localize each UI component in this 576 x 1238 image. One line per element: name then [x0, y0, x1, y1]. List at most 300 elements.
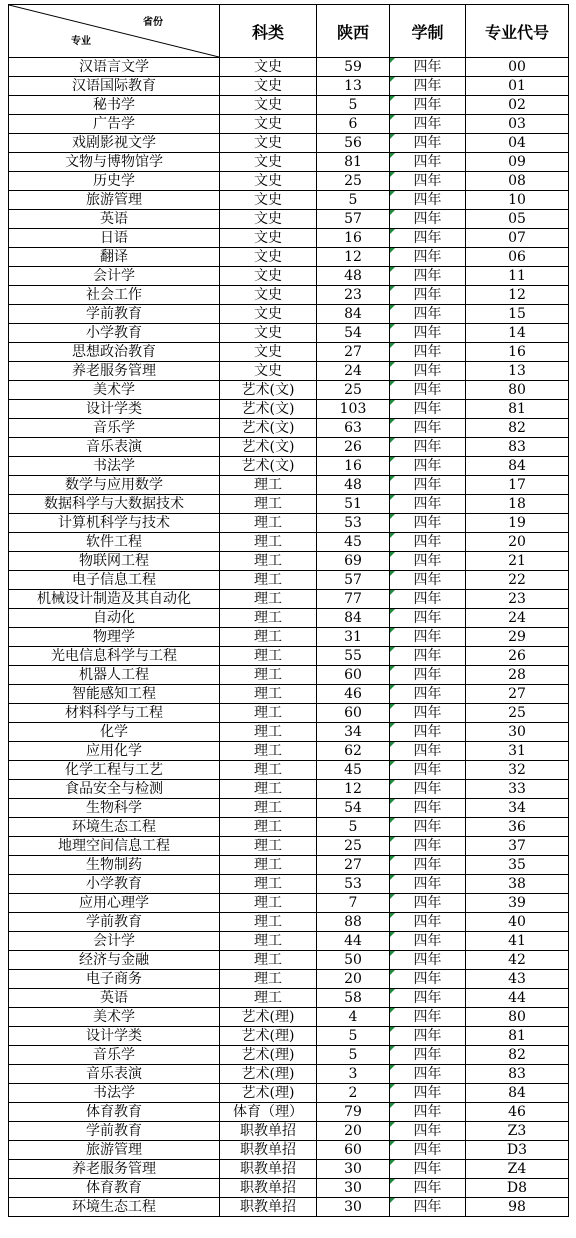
major-cell: 学前教育	[9, 913, 220, 932]
major-cell: 文物与博物馆学	[9, 153, 220, 172]
table-row	[9, 780, 569, 799]
category-cell: 理工	[220, 685, 317, 704]
table-row	[9, 1160, 569, 1179]
category-cell: 文史	[220, 286, 317, 305]
duration-cell: 四年	[390, 1046, 466, 1065]
major-cell: 翻译	[9, 248, 220, 267]
major-cell: 书法学	[9, 1084, 220, 1103]
category-cell: 理工	[220, 913, 317, 932]
table-row	[9, 761, 569, 780]
major-cell: 小学教育	[9, 875, 220, 894]
major-cell: 电子信息工程	[9, 571, 220, 590]
duration-cell: 四年	[390, 780, 466, 799]
major-code-cell: 30	[466, 723, 569, 742]
table-row	[9, 913, 569, 932]
category-cell: 理工	[220, 609, 317, 628]
plan-count-cell: 60	[317, 1141, 390, 1160]
plan-count-cell: 12	[317, 248, 390, 267]
major-cell: 应用化学	[9, 742, 220, 761]
table-row	[9, 267, 569, 286]
table-row	[9, 305, 569, 324]
table-row	[9, 1084, 569, 1103]
plan-count-cell: 3	[317, 1065, 390, 1084]
category-cell: 理工	[220, 951, 317, 970]
enrollment-table-wrapper	[8, 4, 569, 1217]
duration-cell: 四年	[390, 115, 466, 134]
major-cell: 音乐表演	[9, 438, 220, 457]
duration-cell: 四年	[390, 951, 466, 970]
table-row	[9, 229, 569, 248]
category-cell: 理工	[220, 533, 317, 552]
duration-cell: 四年	[390, 723, 466, 742]
duration-cell: 四年	[390, 96, 466, 115]
table-row	[9, 514, 569, 533]
major-code-cell: 38	[466, 875, 569, 894]
category-cell: 文史	[220, 305, 317, 324]
category-cell: 理工	[220, 970, 317, 989]
major-cell: 物联网工程	[9, 552, 220, 571]
category-cell: 文史	[220, 172, 317, 191]
major-code-cell: 40	[466, 913, 569, 932]
major-cell: 光电信息科学与工程	[9, 647, 220, 666]
plan-count-cell: 59	[317, 58, 390, 77]
category-cell: 理工	[220, 647, 317, 666]
plan-count-cell: 53	[317, 875, 390, 894]
major-cell: 应用心理学	[9, 894, 220, 913]
duration-cell: 四年	[390, 210, 466, 229]
category-cell: 体育（理）	[220, 1103, 317, 1122]
major-code-cell: 37	[466, 837, 569, 856]
major-cell: 学前教育	[9, 1122, 220, 1141]
plan-count-cell: 54	[317, 799, 390, 818]
plan-count-cell: 16	[317, 229, 390, 248]
table-row	[9, 191, 569, 210]
major-cell: 环境生态工程	[9, 818, 220, 837]
plan-count-cell: 5	[317, 191, 390, 210]
major-cell: 汉语国际教育	[9, 77, 220, 96]
major-cell: 学前教育	[9, 305, 220, 324]
plan-count-cell: 58	[317, 989, 390, 1008]
major-code-cell: 20	[466, 533, 569, 552]
table-row	[9, 96, 569, 115]
major-code-cell: 13	[466, 362, 569, 381]
table-row	[9, 134, 569, 153]
category-cell: 艺术(理)	[220, 1065, 317, 1084]
plan-count-cell: 5	[317, 818, 390, 837]
major-cell: 英语	[9, 989, 220, 1008]
plan-count-cell: 5	[317, 1027, 390, 1046]
major-code-cell: 12	[466, 286, 569, 305]
plan-count-cell: 20	[317, 1122, 390, 1141]
major-code-cell: 41	[466, 932, 569, 951]
major-code-cell: 15	[466, 305, 569, 324]
table-row	[9, 1141, 569, 1160]
major-code-cell: 23	[466, 590, 569, 609]
plan-count-cell: 12	[317, 780, 390, 799]
table-row	[9, 438, 569, 457]
table-row	[9, 419, 569, 438]
table-row	[9, 685, 569, 704]
category-cell: 理工	[220, 742, 317, 761]
corner-header-cell	[9, 5, 220, 58]
category-cell: 文史	[220, 153, 317, 172]
plan-count-cell: 23	[317, 286, 390, 305]
duration-cell: 四年	[390, 381, 466, 400]
major-cell: 设计学类	[9, 1027, 220, 1046]
category-cell: 理工	[220, 514, 317, 533]
category-cell: 文史	[220, 191, 317, 210]
plan-count-cell: 16	[317, 457, 390, 476]
table-row	[9, 1027, 569, 1046]
category-cell: 理工	[220, 875, 317, 894]
plan-count-cell: 44	[317, 932, 390, 951]
major-cell: 美术学	[9, 381, 220, 400]
category-cell: 理工	[220, 856, 317, 875]
plan-count-cell: 54	[317, 324, 390, 343]
category-cell: 理工	[220, 837, 317, 856]
major-code-cell: D8	[466, 1179, 569, 1198]
category-cell: 艺术(文)	[220, 457, 317, 476]
plan-count-cell: 55	[317, 647, 390, 666]
major-code-cell: 16	[466, 343, 569, 362]
table-row	[9, 875, 569, 894]
plan-count-cell: 30	[317, 1160, 390, 1179]
duration-cell: 四年	[390, 647, 466, 666]
duration-cell: 四年	[390, 932, 466, 951]
major-cell: 小学教育	[9, 324, 220, 343]
major-code-cell: 01	[466, 77, 569, 96]
category-cell: 艺术(文)	[220, 419, 317, 438]
major-cell: 秘书学	[9, 96, 220, 115]
table-row	[9, 704, 569, 723]
major-cell: 会计学	[9, 932, 220, 951]
major-code-cell: 06	[466, 248, 569, 267]
table-row	[9, 989, 569, 1008]
major-cell: 设计学类	[9, 400, 220, 419]
category-cell: 文史	[220, 248, 317, 267]
table-row	[9, 590, 569, 609]
duration-cell: 四年	[390, 1084, 466, 1103]
major-code-cell: 31	[466, 742, 569, 761]
table-row	[9, 1179, 569, 1198]
category-cell: 文史	[220, 324, 317, 343]
category-cell: 文史	[220, 343, 317, 362]
duration-cell: 四年	[390, 476, 466, 495]
plan-count-cell: 30	[317, 1179, 390, 1198]
duration-cell: 四年	[390, 1179, 466, 1198]
major-cell: 汉语言文学	[9, 58, 220, 77]
major-code-cell: 17	[466, 476, 569, 495]
enrollment-plan-table	[8, 4, 569, 1217]
plan-count-cell: 45	[317, 761, 390, 780]
major-code-cell: 18	[466, 495, 569, 514]
duration-cell: 四年	[390, 1122, 466, 1141]
duration-cell: 四年	[390, 514, 466, 533]
plan-count-cell: 62	[317, 742, 390, 761]
major-cell: 美术学	[9, 1008, 220, 1027]
plan-count-cell: 46	[317, 685, 390, 704]
plan-count-cell: 6	[317, 115, 390, 134]
major-code-cell: 82	[466, 1046, 569, 1065]
major-code-cell: 80	[466, 1008, 569, 1027]
duration-cell: 四年	[390, 666, 466, 685]
major-code-cell: 04	[466, 134, 569, 153]
duration-cell: 四年	[390, 267, 466, 286]
category-cell: 理工	[220, 818, 317, 837]
table-row	[9, 77, 569, 96]
major-code-cell: 82	[466, 419, 569, 438]
category-cell: 理工	[220, 704, 317, 723]
major-code-cell: 42	[466, 951, 569, 970]
major-code-cell: 29	[466, 628, 569, 647]
category-cell: 文史	[220, 96, 317, 115]
plan-count-cell: 5	[317, 1046, 390, 1065]
duration-cell: 四年	[390, 1198, 466, 1217]
table-row	[9, 932, 569, 951]
duration-cell: 四年	[390, 837, 466, 856]
header-code: 专业代号	[466, 5, 569, 58]
corner-label-major: 专业	[71, 36, 91, 47]
table-row	[9, 248, 569, 267]
major-cell: 旅游管理	[9, 1141, 220, 1160]
duration-cell: 四年	[390, 1008, 466, 1027]
duration-cell: 四年	[390, 628, 466, 647]
category-cell: 理工	[220, 780, 317, 799]
major-code-cell: 07	[466, 229, 569, 248]
header-category: 科类	[220, 5, 317, 58]
category-cell: 文史	[220, 115, 317, 134]
plan-count-cell: 60	[317, 666, 390, 685]
major-code-cell: 28	[466, 666, 569, 685]
diagonal-divider	[9, 5, 219, 57]
major-cell: 自动化	[9, 609, 220, 628]
duration-cell: 四年	[390, 134, 466, 153]
plan-count-cell: 30	[317, 1198, 390, 1217]
duration-cell: 四年	[390, 58, 466, 77]
duration-cell: 四年	[390, 400, 466, 419]
major-cell: 地理空间信息工程	[9, 837, 220, 856]
plan-count-cell: 88	[317, 913, 390, 932]
major-code-cell: 39	[466, 894, 569, 913]
category-cell: 艺术(文)	[220, 438, 317, 457]
plan-count-cell: 60	[317, 704, 390, 723]
category-cell: 理工	[220, 799, 317, 818]
table-row	[9, 400, 569, 419]
table-row	[9, 324, 569, 343]
major-code-cell: 14	[466, 324, 569, 343]
plan-count-cell: 25	[317, 837, 390, 856]
duration-cell: 四年	[390, 495, 466, 514]
duration-cell: 四年	[390, 419, 466, 438]
table-row	[9, 723, 569, 742]
duration-cell: 四年	[390, 305, 466, 324]
table-row	[9, 647, 569, 666]
major-cell: 物理学	[9, 628, 220, 647]
duration-cell: 四年	[390, 1103, 466, 1122]
plan-count-cell: 7	[317, 894, 390, 913]
major-cell: 戏剧影视文学	[9, 134, 220, 153]
table-row	[9, 1103, 569, 1122]
plan-count-cell: 25	[317, 172, 390, 191]
duration-cell: 四年	[390, 362, 466, 381]
duration-cell: 四年	[390, 818, 466, 837]
table-row	[9, 818, 569, 837]
category-cell: 理工	[220, 723, 317, 742]
table-row	[9, 286, 569, 305]
table-row	[9, 1008, 569, 1027]
plan-count-cell: 45	[317, 533, 390, 552]
plan-count-cell: 27	[317, 856, 390, 875]
duration-cell: 四年	[390, 894, 466, 913]
major-code-cell: 81	[466, 1027, 569, 1046]
table-row	[9, 362, 569, 381]
table-row	[9, 970, 569, 989]
category-cell: 理工	[220, 761, 317, 780]
category-cell: 职教单招	[220, 1122, 317, 1141]
duration-cell: 四年	[390, 742, 466, 761]
plan-count-cell: 57	[317, 571, 390, 590]
major-cell: 环境生态工程	[9, 1198, 220, 1217]
duration-cell: 四年	[390, 1160, 466, 1179]
major-code-cell: 26	[466, 647, 569, 666]
major-code-cell: 10	[466, 191, 569, 210]
major-code-cell: Z4	[466, 1160, 569, 1179]
major-cell: 日语	[9, 229, 220, 248]
plan-count-cell: 48	[317, 476, 390, 495]
table-row	[9, 381, 569, 400]
major-cell: 智能感知工程	[9, 685, 220, 704]
major-code-cell: 25	[466, 704, 569, 723]
major-cell: 社会工作	[9, 286, 220, 305]
duration-cell: 四年	[390, 172, 466, 191]
table-row	[9, 666, 569, 685]
plan-count-cell: 57	[317, 210, 390, 229]
table-row	[9, 533, 569, 552]
major-cell: 材料科学与工程	[9, 704, 220, 723]
category-cell: 文史	[220, 362, 317, 381]
major-code-cell: 98	[466, 1198, 569, 1217]
category-cell: 理工	[220, 552, 317, 571]
major-cell: 化学工程与工艺	[9, 761, 220, 780]
major-cell: 广告学	[9, 115, 220, 134]
category-cell: 职教单招	[220, 1179, 317, 1198]
table-row	[9, 742, 569, 761]
duration-cell: 四年	[390, 1027, 466, 1046]
major-code-cell: 22	[466, 571, 569, 590]
category-cell: 艺术(文)	[220, 400, 317, 419]
duration-cell: 四年	[390, 1141, 466, 1160]
duration-cell: 四年	[390, 970, 466, 989]
major-cell: 历史学	[9, 172, 220, 191]
plan-count-cell: 48	[317, 267, 390, 286]
category-cell: 理工	[220, 476, 317, 495]
major-cell: 计算机科学与技术	[9, 514, 220, 533]
plan-count-cell: 13	[317, 77, 390, 96]
plan-count-cell: 84	[317, 609, 390, 628]
table-row	[9, 210, 569, 229]
table-row	[9, 58, 569, 77]
plan-count-cell: 79	[317, 1103, 390, 1122]
category-cell: 艺术(理)	[220, 1084, 317, 1103]
major-cell: 体育教育	[9, 1103, 220, 1122]
major-cell: 电子商务	[9, 970, 220, 989]
table-body	[9, 58, 569, 1217]
major-code-cell: 83	[466, 438, 569, 457]
major-cell: 软件工程	[9, 533, 220, 552]
table-row	[9, 799, 569, 818]
duration-cell: 四年	[390, 913, 466, 932]
major-cell: 数学与应用数学	[9, 476, 220, 495]
duration-cell: 四年	[390, 799, 466, 818]
major-cell: 体育教育	[9, 1179, 220, 1198]
major-cell: 会计学	[9, 267, 220, 286]
table-row	[9, 609, 569, 628]
major-cell: 英语	[9, 210, 220, 229]
major-code-cell: 44	[466, 989, 569, 1008]
duration-cell: 四年	[390, 1065, 466, 1084]
plan-count-cell: 31	[317, 628, 390, 647]
category-cell: 文史	[220, 134, 317, 153]
duration-cell: 四年	[390, 609, 466, 628]
major-cell: 生物制药	[9, 856, 220, 875]
major-cell: 经济与金融	[9, 951, 220, 970]
plan-count-cell: 2	[317, 1084, 390, 1103]
major-cell: 食品安全与检测	[9, 780, 220, 799]
corner-label-province: 省份	[143, 17, 163, 28]
plan-count-cell: 34	[317, 723, 390, 742]
major-code-cell: 19	[466, 514, 569, 533]
duration-cell: 四年	[390, 989, 466, 1008]
duration-cell: 四年	[390, 571, 466, 590]
major-cell: 养老服务管理	[9, 362, 220, 381]
table-row	[9, 476, 569, 495]
duration-cell: 四年	[390, 153, 466, 172]
duration-cell: 四年	[390, 286, 466, 305]
major-code-cell: 08	[466, 172, 569, 191]
category-cell: 文史	[220, 210, 317, 229]
plan-count-cell: 25	[317, 381, 390, 400]
plan-count-cell: 103	[317, 400, 390, 419]
major-code-cell: 36	[466, 818, 569, 837]
plan-count-cell: 26	[317, 438, 390, 457]
major-code-cell: 21	[466, 552, 569, 571]
major-cell: 书法学	[9, 457, 220, 476]
major-cell: 音乐学	[9, 419, 220, 438]
table-row	[9, 495, 569, 514]
plan-count-cell: 27	[317, 343, 390, 362]
duration-cell: 四年	[390, 875, 466, 894]
table-row	[9, 628, 569, 647]
plan-count-cell: 20	[317, 970, 390, 989]
duration-cell: 四年	[390, 552, 466, 571]
duration-cell: 四年	[390, 685, 466, 704]
duration-cell: 四年	[390, 704, 466, 723]
major-code-cell: 43	[466, 970, 569, 989]
duration-cell: 四年	[390, 457, 466, 476]
major-code-cell: 32	[466, 761, 569, 780]
plan-count-cell: 51	[317, 495, 390, 514]
category-cell: 理工	[220, 495, 317, 514]
header-province: 陕西	[317, 5, 390, 58]
major-code-cell: 46	[466, 1103, 569, 1122]
plan-count-cell: 56	[317, 134, 390, 153]
header-duration: 学制	[390, 5, 466, 58]
header-row	[9, 5, 569, 58]
major-cell: 化学	[9, 723, 220, 742]
category-cell: 文史	[220, 229, 317, 248]
major-code-cell: D3	[466, 1141, 569, 1160]
table-row	[9, 172, 569, 191]
